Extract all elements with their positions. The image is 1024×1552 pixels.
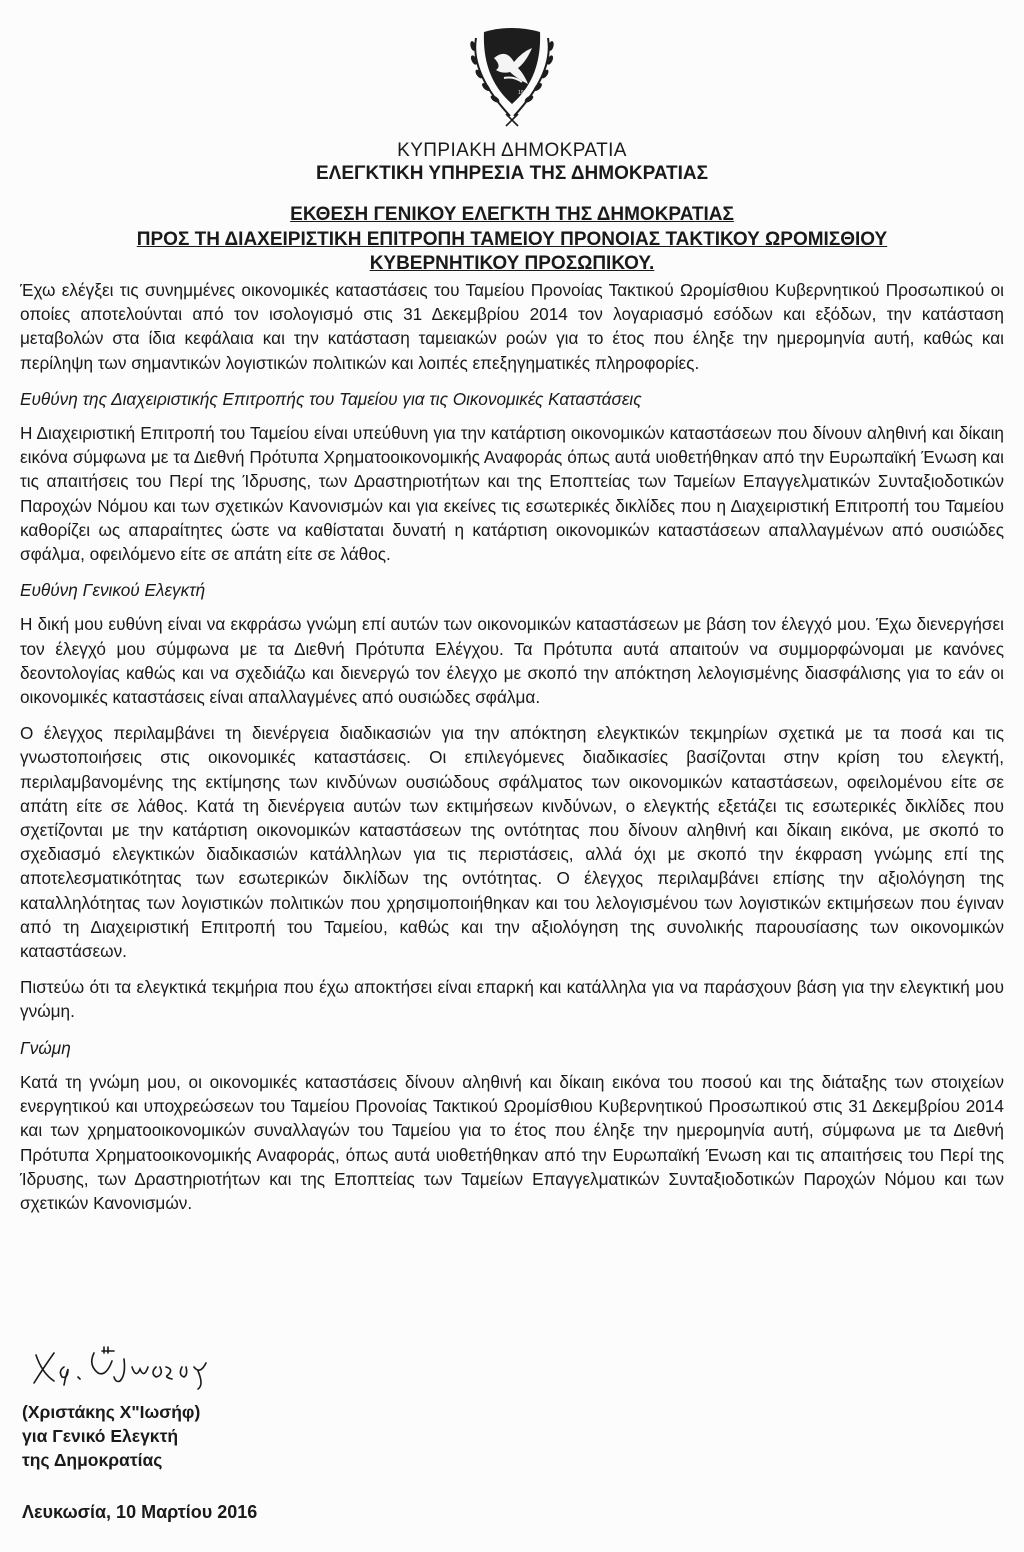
- opinion-heading: Γνώμη: [20, 1037, 71, 1058]
- auditor-responsibility-heading: Ευθύνη Γενικού Ελεγκτή: [20, 580, 206, 601]
- report-title: [0, 203, 1024, 277]
- intro-paragraph: Έχω ελέγξει τις συνημμένες οικονομικές καταστάσεις του Ταμείου Προνοίας Τακτικού Ωρομίσθιου Κυβερνητικού Προσωπικού οι οποίες αποτελούνται από τον ισολογισμό στις 31 Δεκεμβρίου 2014 τον λογαριασμό εσόδων και εξόδων, την κατάσταση μεταβολών στα ίδια κεφάλαια και την κατάσταση ταμειακών ροών για το έτος που έληξε την ημερομηνία αυτή, καθώς και περίληψη των σημαντικών λογιστικών πολιτικών και λοιπές επεξηγηματικές πληροφορίες.: [20, 280, 1004, 373]
- country-name: ΚΥΠΡΙΑΚΗ ΔΗΜΟΚΡΑΤΙΑ: [397, 140, 627, 161]
- opinion-paragraph: Κατά τη γνώμη μου, οι οικονομικές καταστάσεις δίνουν αληθινή και δίκαιη εικόνα του ποσού και της διάταξης των στοιχείων ενεργητικού και υποχρεώσεων του Ταμείου Προνοίας Τακτικού Ωρομίσθιου Κυβερνητικού Προσωπικού στις 31 Δεκεμβρίου 2014 και των χρηματοοικονομικών συναλλαγών του Ταμείου για το έτος που έληξε την ημερομηνία αυτή, σύμφωνα με τα Διεθνή Πρότυπα Χρηματοοικονομικής Αναφοράς, όπως αυτά υιοθετήθηκαν από την Ευρωπαϊκή Ένωση και τις απαιτήσεις του Περί της Ίδρυσης, των Δραστηριοτήτων και της Εποπτείας των Ταμείων Επαγγελματικών Συνταξιοδοτικών Παροχών Νόμου και των σχετικών Κανονισμών.: [20, 1071, 1004, 1213]
- cyprus-coat-of-arms-icon: [462, 18, 562, 130]
- signatory-role-line-1: για Γενικό Ελεγκτή: [22, 1426, 179, 1446]
- handwritten-signature: [28, 1345, 288, 1390]
- report-title-line-3: ΚΥΒΕΡΝΗΤΙΚΟΥ ΠΡΟΣΩΠΙΚΟΥ.: [369, 253, 655, 274]
- office-name: ΕΛΕΓΚΤΙΚΗ ΥΠΗΡΕΣΙΑ ΤΗΣ ΔΗΜΟΚΡΑΤΙΑΣ: [316, 163, 708, 184]
- signatory-block: [22, 1400, 200, 1472]
- committee-responsibility-paragraph: Η Διαχειριστική Επιτροπή του Ταμείου είναι υπεύθυνη για την κατάρτιση οικονομικών καταστάσεων που δίνουν αληθινή και δίκαιη εικόνα σύμφωνα με τα Διεθνή Πρότυπα Χρηματοοικονομικής Αναφοράς όπως αυτά υιοθετήθηκαν από την Ευρωπαϊκή Ένωση και τις απαιτήσεις του Περί της Ίδρυσης, των Δραστηριοτήτων και της Εποπτείας των Ταμείων Επαγγελματικών Συνταξιοδοτικών Παροχών Νόμου και των σχετικών Κανονισμών και για εκείνες τις εσωτερικές δικλίδες που η Διαχειριστική Επιτροπή του Ταμείου καθορίζει ως απαραίτητες ώστε να καθίσταται δυνατή η κατάρτιση οικονομικών καταστάσεων απαλλαγμένων από ουσιώδες σφάλμα, οφειλόμενο είτε σε απάτη είτε σε λάθος.: [20, 423, 1004, 565]
- report-title-line-2: ΠΡΟΣ ΤΗ ΔΙΑΧΕΙΡΙΣΤΙΚΗ ΕΠΙΤΡΟΠΗ ΤΑΜΕΙΟΥ ΠΡΟΝΟΙΑΣ ΤΑΚΤΙΚΟΥ ΩΡΟΜΙΣΘΙΟΥ: [136, 228, 888, 250]
- report-title-line-1: ΕΚΘΕΣΗ ΓΕΝΙΚΟΥ ΕΛΕΓΚΤΗ ΤΗΣ ΔΗΜΟΚΡΑΤΙΑΣ: [290, 204, 734, 225]
- auditor-responsibility-paragraph-2: Ο έλεγχος περιλαμβάνει τη διενέργεια διαδικασιών για την απόκτηση ελεγκτικών τεκμηρίων σχετικά με τα ποσά και τις γνωστοποιήσεις στις οικονομικές καταστάσεις. Οι επιλεγόμενες διαδικασίες βασίζονται στην κρίση του ελεγκτή, περιλαμβανομένης της εκτίμησης των κινδύνων ουσιώδους σφάλματος των οικονομικών καταστάσεων, οφειλομένου είτε σε απάτη είτε σε λάθος. Κατά τη διενέργεια αυτών των εκτιμήσεων κινδύνων, ο ελεγκτής εξετάζει τις εσωτερικές δικλίδες που σχετίζονται με την κατάρτιση οικονομικών καταστάσεων της οντότητας που δίνουν αληθινή και δίκαιη εικόνα, με σκοπό το σχεδιασμό ελεγκτικών διαδικασιών κατάλληλων για τις περιστάσεις, αλλά όχι με σκοπό την έκφραση γνώμης επί της αποτελεσματικότητας των εσωτερικών δικλίδων της οντότητας. Ο έλεγχος περιλαμβάνει επίσης την αξιολόγηση της καταλληλότητας των λογιστικών πολιτικών που χρησιμοποιήθηκαν και του λελογισμένου των λογιστικών εκτιμήσεων που έγιναν από τη Διαχειριστική Επιτροπή του Ταμείου, καθώς και την αξιολόγηση της συνολικής παρουσίασης των οικονομικών καταστάσεων.: [20, 723, 1004, 962]
- emblem-year: 1960: [518, 90, 530, 96]
- committee-responsibility-heading: Ευθύνη της Διαχειριστικής Επιτροπής του Ταμείου για τις Οικονομικές Καταστάσεις: [20, 388, 642, 409]
- auditor-responsibility-paragraph-1: Η δική μου ευθύνη είναι να εκφράσω γνώμη επί αυτών των οικονομικών καταστάσεων με βάση τον έλεγχό μου. Έχω διενεργήσει τον έλεγχό μου σύμφωνα με τα Διεθνή Πρότυπα Ελέγχου. Τα Πρότυπα αυτά απαιτούν να συμμορφώνομαι με κανόνες δεοντολογίας καθώς και να σχεδιάζω και διενεργώ τον έλεγχο με σκοπό την απόκτηση λελογισμένης διασφάλισης για το εάν οι οικονομικές καταστάσεις είναι απαλλαγμένες από ουσιώδες σφάλμα.: [20, 614, 1004, 708]
- signatory-role-line-2: της Δημοκρατίας: [22, 1450, 163, 1470]
- auditor-responsibility-paragraph-3: Πιστεύω ότι τα ελεγκτικά τεκμήρια που έχω αποκτήσει είναι επαρκή και κατάλληλα για να παράσχουν βάση για την ελεγκτική μου γνώμη.: [20, 977, 1004, 1022]
- report-body: [20, 278, 1004, 1227]
- place-and-date: Λευκωσία, 10 Μαρτίου 2016: [22, 1502, 258, 1522]
- signatory-name: (Χριστάκης Χ"Ιωσήφ): [22, 1402, 201, 1422]
